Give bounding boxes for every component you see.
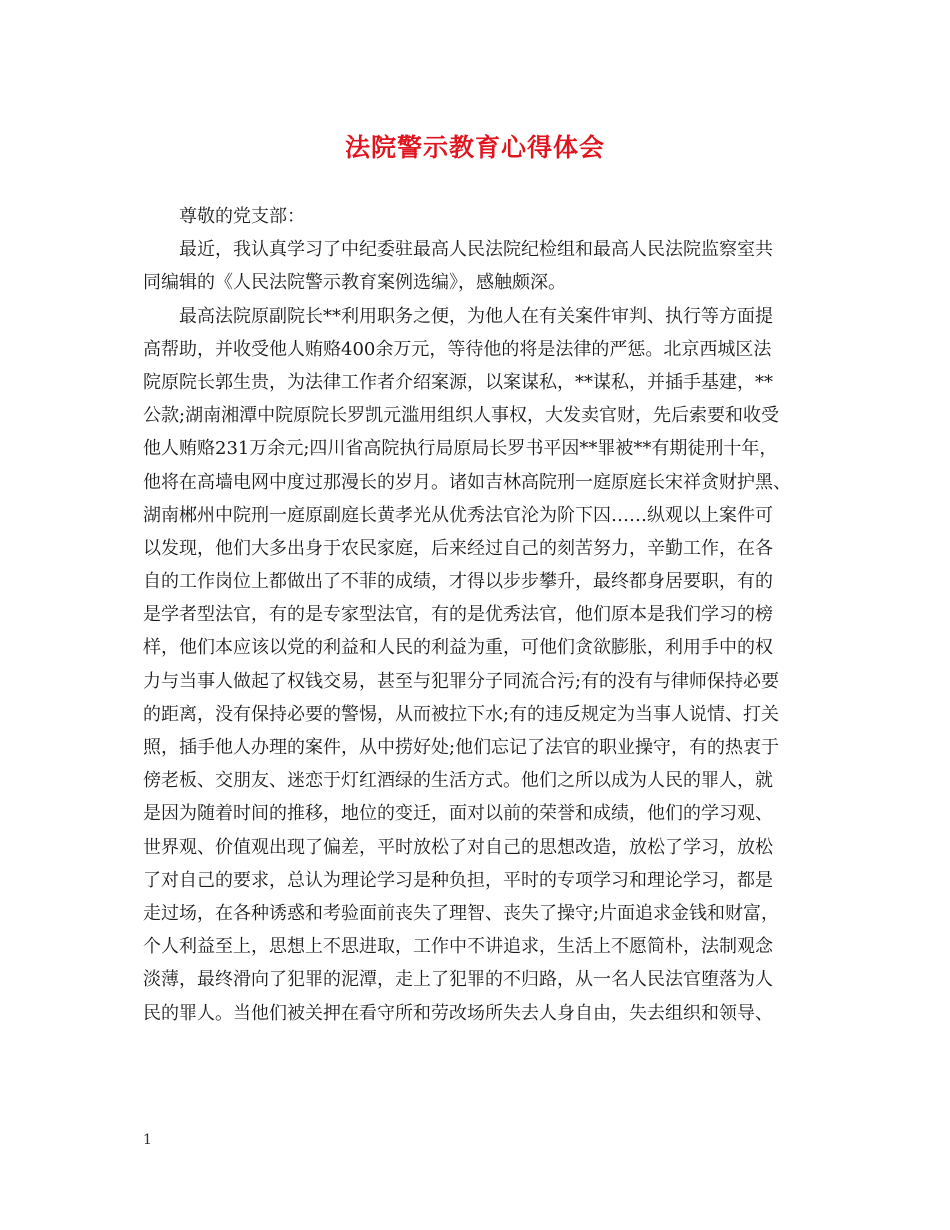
body-line: 自的工作岗位上都做出了不菲的成绩，才得以步步攀升，最终都身居要职，有的 bbox=[143, 571, 773, 593]
body-line: 最高法院原副院长**利用职务之便，为他人在有关案件审判、执行等方面提 bbox=[179, 305, 773, 327]
body-line: 力与当事人做起了权钱交易，甚至与犯罪分子同流合污;有的没有与律师保持必要 bbox=[143, 670, 780, 692]
body-line: 走过场，在各种诱惑和考验面前丧失了理智、丧失了操守;片面追求金钱和财富， bbox=[143, 902, 780, 924]
body-line: 高帮助，并收受他人贿赂400余万元，等待他的将是法律的严惩。北京西城区法 bbox=[143, 338, 772, 360]
document-title: 法院警示教育心得体会 bbox=[344, 133, 605, 162]
body-line: 了对自己的要求，总认为理论学习是种负担，平时的专项学习和理论学习，都是 bbox=[143, 869, 773, 891]
body-line: 的距离，没有保持必要的警惕，从而被拉下水;有的违反规定为当事人说情、打关 bbox=[143, 703, 780, 725]
document-body bbox=[143, 200, 815, 1030]
body-line: 湖南郴州中院刑一庭原副庭长黄孝光从优秀法官沦为阶下囚……纵观以上案件可 bbox=[143, 504, 773, 526]
body-line: 他将在高墙电网中度过那漫长的岁月。诸如吉林高院刑一庭原庭长宋祥贪财护黑、 bbox=[143, 471, 791, 493]
body-line: 他人贿赂231万余元;四川省高院执行局原局长罗书平因**罪被**有期徒刑十年， bbox=[143, 438, 778, 460]
body-line: 样，他们本应该以党的利益和人民的利益为重，可他们贪欲膨胀，利用手中的权 bbox=[143, 637, 773, 659]
body-line: 淡薄，最终滑向了犯罪的泥潭，走上了犯罪的不归路，从一名人民法官堕落为人 bbox=[143, 969, 773, 991]
body-line: 是学者型法官，有的是专家型法官，有的是优秀法官，他们原本是我们学习的榜 bbox=[143, 604, 773, 626]
body-line: 公款;湖南湘潭中院原院长罗凯元滥用组织人事权，大发卖官财，先后索要和收受 bbox=[143, 405, 780, 427]
body-line: 院原院长郭生贵，为法律工作者介绍案源，以案谋私，**谋私，并插手基建，** bbox=[143, 371, 773, 393]
body-line: 照，插手他人办理的案件，从中捞好处;他们忘记了法官的职业操守，有的热衷于 bbox=[143, 737, 780, 758]
body-line: 以发现，他们大多出身于农民家庭，后来经过自己的刻苦努力，辛勤工作，在各 bbox=[143, 537, 773, 559]
body-line: 世界观、价值观出现了偏差，平时放松了对自己的思想改造，放松了学习，放松 bbox=[143, 836, 773, 858]
body-line: 同编辑的《人民法院警示教育案例选编》，感触颇深。 bbox=[143, 272, 566, 294]
body-line: 是因为随着时间的推移，地位的变迁，面对以前的荣誉和成绩，他们的学习观、 bbox=[143, 803, 773, 825]
body-line: 傍老板、交朋友、迷恋于灯红酒绿的生活方式。他们之所以成为人民的罪人，就 bbox=[143, 770, 773, 792]
page-number: 1 bbox=[143, 1132, 152, 1148]
body-line: 最近，我认真学习了中纪委驻最高人民法院纪检组和最高人民法院监察室共 bbox=[179, 239, 773, 261]
body-line: 个人利益至上，思想上不思进取，工作中不讲追求，生活上不愿简朴，法制观念 bbox=[143, 936, 773, 958]
body-line: 民的罪人。当他们被关押在看守所和劳改场所失去人身自由，失去组织和领导、 bbox=[143, 1002, 773, 1024]
body-line: 尊敬的党支部： bbox=[179, 206, 305, 227]
